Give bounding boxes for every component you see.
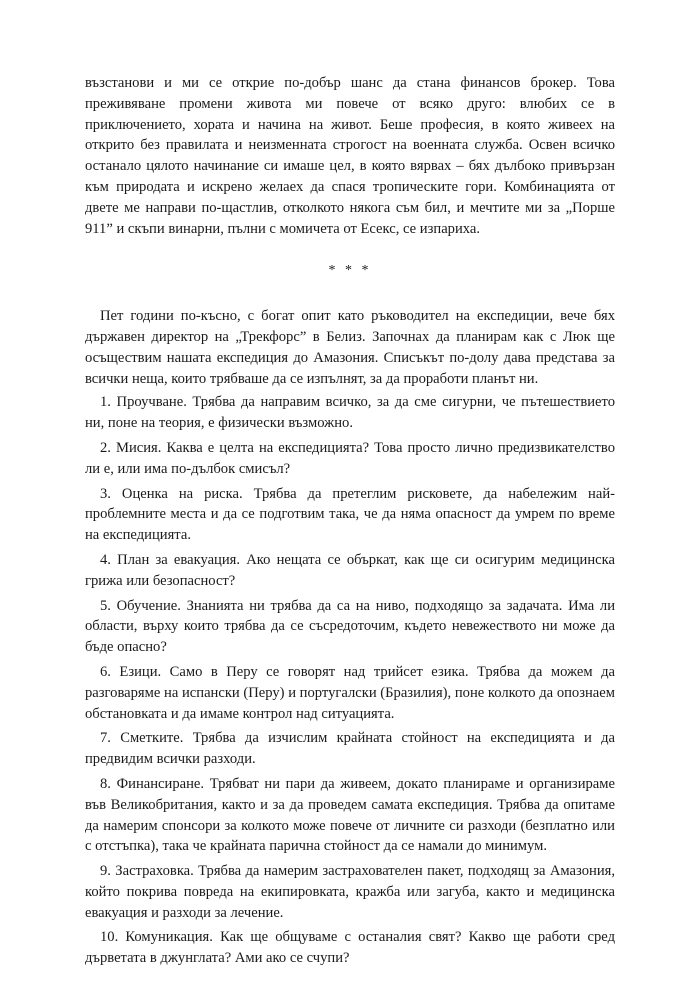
list-item-evacuation-plan: 4. План за евакуация. Ако нещата се объркат, как ще си осигурим медицинска грижа или безопасност? xyxy=(85,551,615,589)
list-item-mission: 2. Мисия. Каква е целта на експедицията? Това просто лично предизвикателство ли е, или има по-дълбок смисъл? xyxy=(85,439,615,477)
list-item-training: 5. Обучение. Знанията ни трябва да са на ниво, подходящо за задачата. Има ли области, върху които трябва да се съсредоточим, където невежеството ни може да бъде опасно? xyxy=(85,597,615,656)
plan-list xyxy=(85,392,615,969)
section-separator: * * * xyxy=(328,263,372,279)
intro-paragraph: Пет години по-късно, с богат опит като ръководител на експедиции, вече бях държавен директор на „Трекфорс” в Белиз. Започнах да планирам как с Люк ще осъществим нашата експедиция до Амазония. Списъкът по-долу дава представа за всички неща, които трябваше да се изпълнят, за да проработи планът ни. xyxy=(85,308,615,387)
opening-paragraph: възстанови и ми се открие по-добър шанс да стана финансов брокер. Това преживяване промени живота ми повече от всяко друго: влюбих се в приключението, хората и начина на живот. Беше професия, в която живеех на открито без правилата и неизменната строгост на военната служба. Освен всичко останало цялото начинание си имаше цел, в която вярвах – бях дълбоко привързан към природата и искрено желаех да спася тропическите гори. Комбинацията от двете ме направи по-щастлив, отколкото някога съм бил, и мечтите ми за „Порше 911” и скъпи винарни, пълни с момичета от Есекс, се изпариха. xyxy=(85,75,615,237)
book-page xyxy=(85,73,615,973)
list-item-accounts: 7. Сметките. Трябва да изчислим крайната стойност на експедицията и да предвидим всички разходи. xyxy=(85,730,615,768)
list-item-communication: 10. Комуникация. Как ще общуваме с останалия свят? Какво ще работи сред дърветата в джунглата? Ами ако се счупи? xyxy=(85,929,615,967)
list-item-risk-assessment: 3. Оценка на риска. Трябва да претеглим рисковете, да набележим най-проблемните места и да се подготвим така, че да няма опасност да умрем по време на експедицията. xyxy=(85,485,615,544)
list-item-research: 1. Проучване. Трябва да направим всичко, за да сме сигурни, че пътешествието ни, поне на теория, е физически възможно. xyxy=(85,394,615,432)
list-item-languages: 6. Езици. Само в Перу се говорят над трийсет езика. Трябва да можем да разговаряме на испански (Перу) и португалски (Бразилия), поне колкото да опознаем обстановката и да имаме контрол над ситуацията. xyxy=(85,663,615,722)
list-item-insurance: 9. Застраховка. Трябва да намерим застрахователен пакет, подходящ за Амазония, който покрива повреда на екипировката, кражба или загуба, както и медицинска евакуация и разходи за лечение. xyxy=(85,863,615,921)
list-item-funding: 8. Финансиране. Трябват ни пари да живеем, докато планираме и организираме във Великобритания, както и за да проведем самата експедиция. Трябва да опитаме да намерим спонсори за колкото може повече от личните си разходи (безплатно или с отстъпка), така че крайната парична стойност да се намали до минимум. xyxy=(85,775,615,855)
